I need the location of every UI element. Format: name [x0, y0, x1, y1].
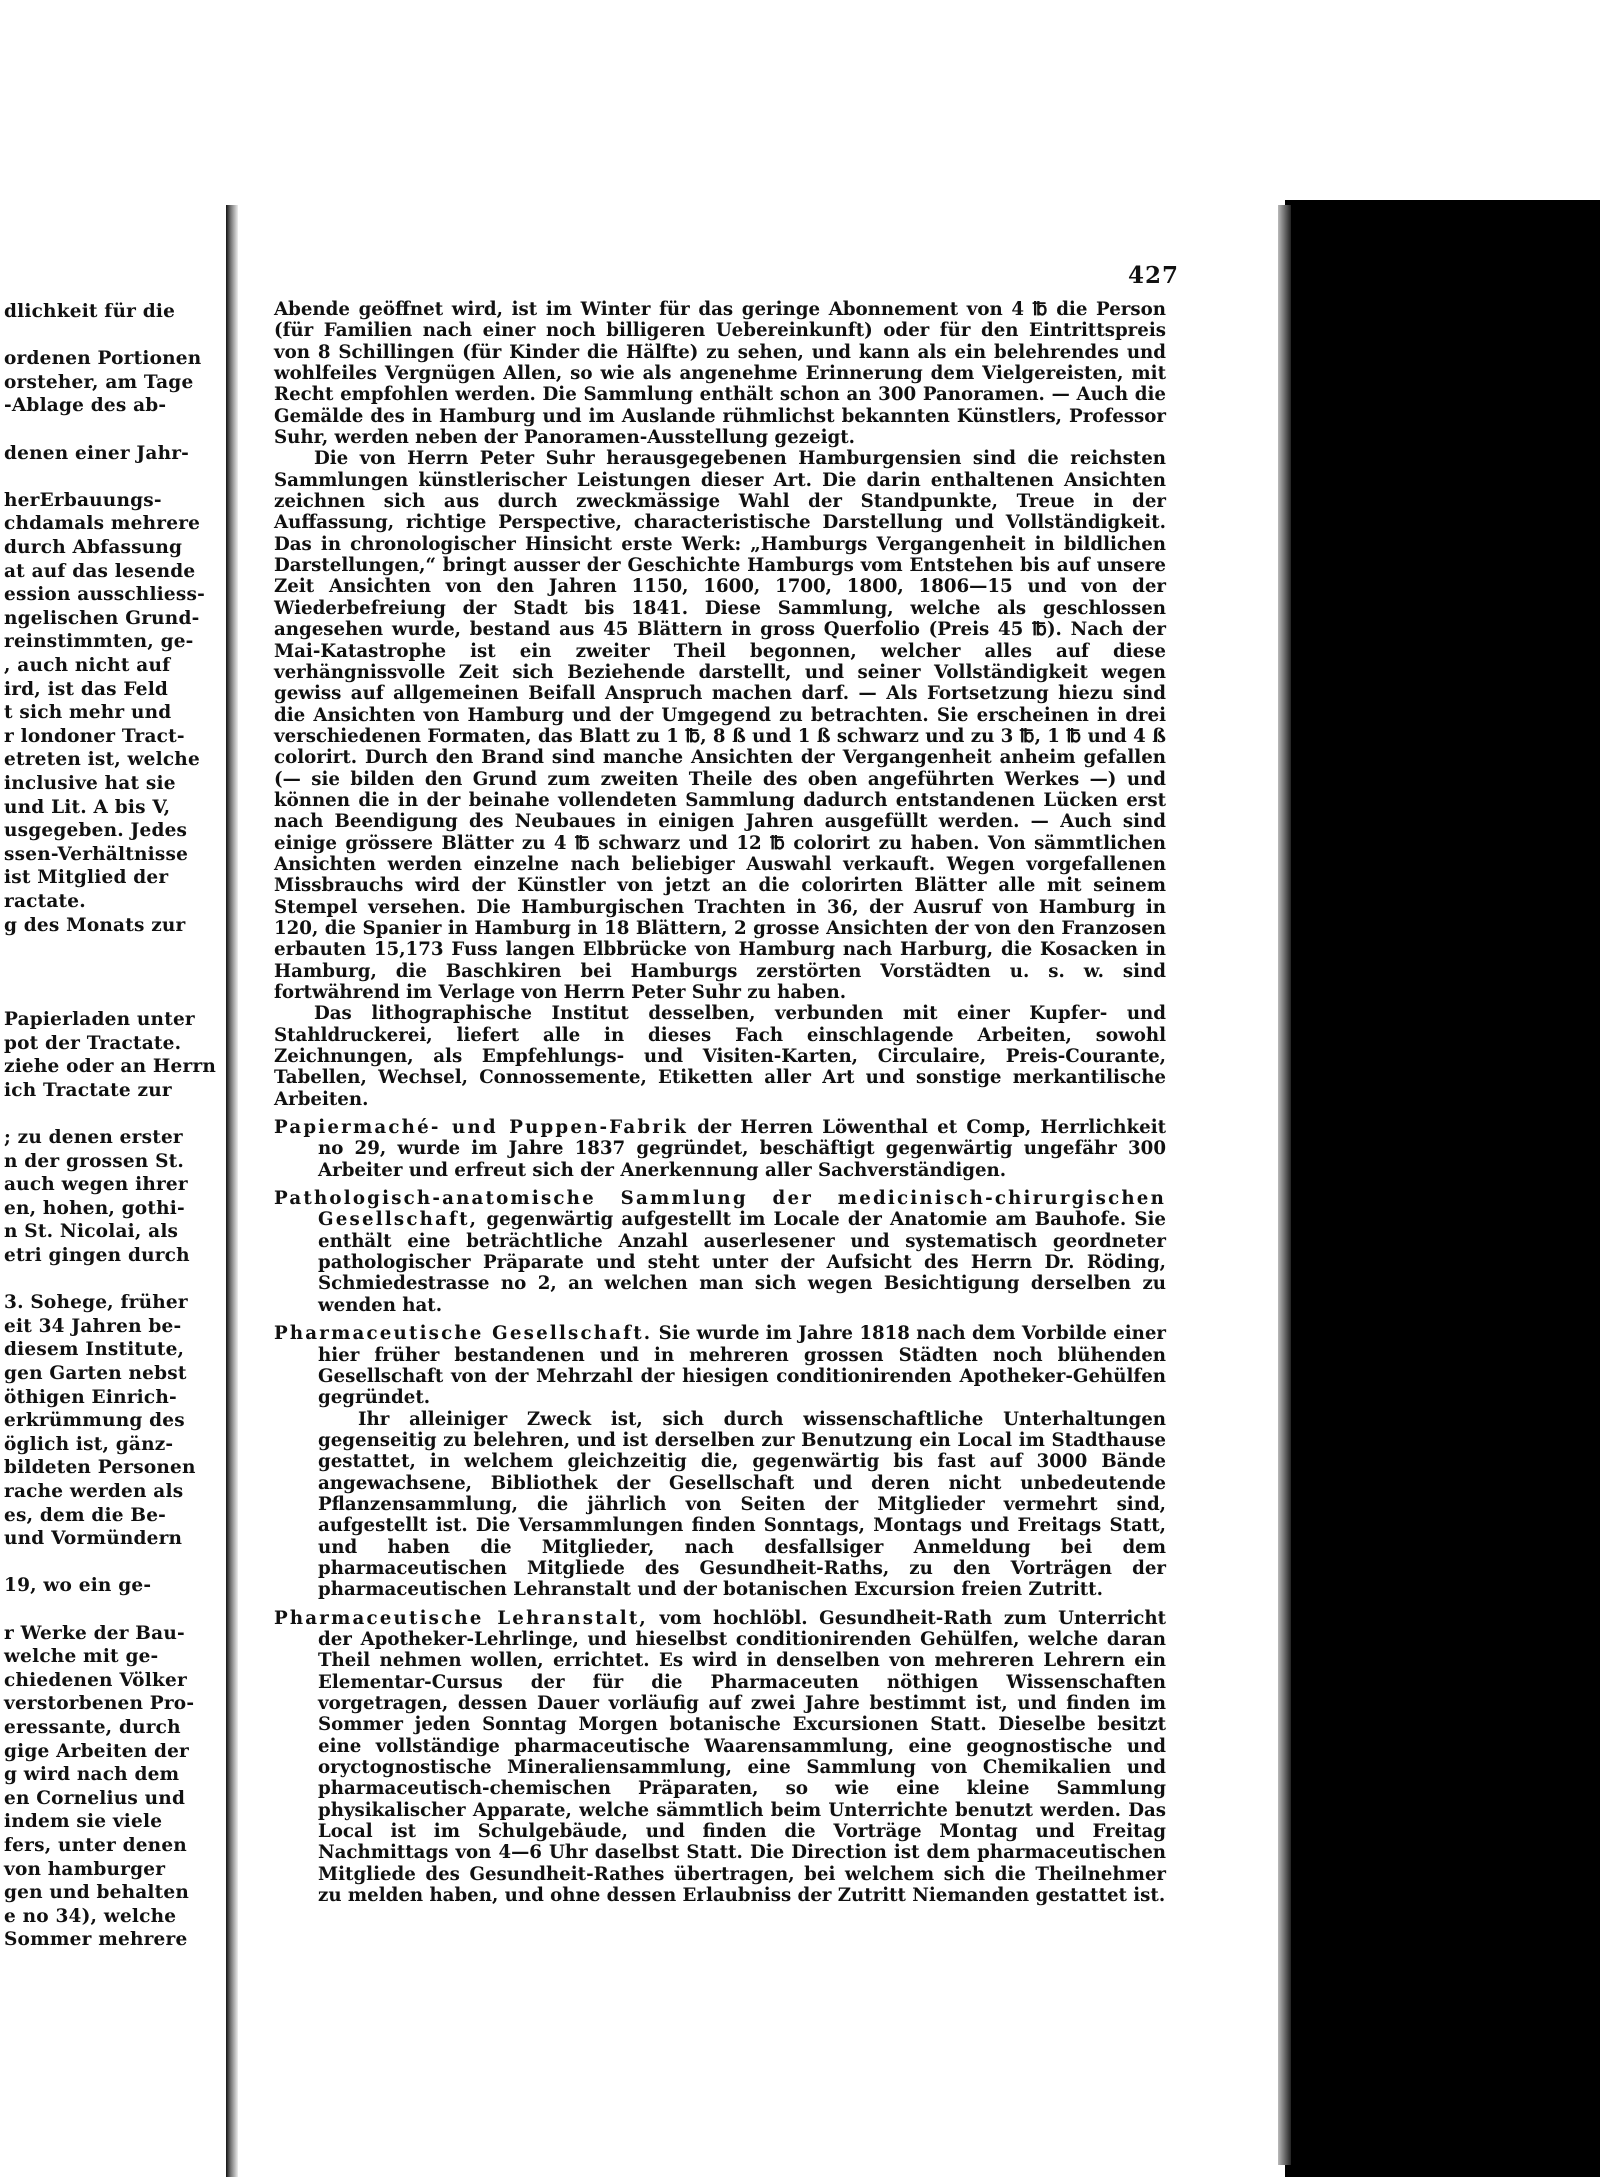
facing-page-line: inclusive hat sie	[4, 773, 176, 794]
facing-page-line: reinstimmten, ge-	[4, 631, 194, 653]
paragraph	[274, 448, 1166, 1003]
directory-entry	[274, 1323, 1166, 1408]
facing-page-line: öglich ist, gänz-	[4, 1433, 174, 1455]
facing-page-line: pot der Tractate.	[4, 1032, 182, 1054]
facing-page-line: ssen-Verhältnisse	[4, 843, 189, 865]
directory-entry	[274, 1608, 1166, 1907]
directory-entry	[274, 1117, 1166, 1181]
facing-page-line: erkrümmung des	[4, 1410, 185, 1432]
facing-page-line: t sich mehr und	[4, 702, 172, 724]
facing-page-line: und Lit. A bis V,	[4, 796, 171, 818]
entry-text: vom hochlöbl. Gesundheit-Rath zum Unterricht der Apotheker-Lehrlinge, und hieselbst conditionirenden Gehülfen, welche daran Theil nehmen wollen, errichtet. Es wird in denselben von mehreren Lehrern ein Elementar-Cursus der für die Pharmaceuten nöthigen Wissenschaften vorgetragen, dessen Dauer vorläufig auf zwei Jahre bestimmt ist, und finden im Sommer jeden Sonntag Morgen botanische Excursionen Statt. Dieselbe besitzt eine vollständige pharmaceutische Waarensammlung, eine geognostische und oryctognostische Mineraliensammlung, eine Sammlung von Chemikalien und pharmaceutisch-chemischen Präparaten, so wie eine kleine Sammlung physikalischer Apparate, welche sämmtlich beim Unterrichte benutzt werden. Das Local ist im Schulgebäude, und finden die Vorträge Montag und Freitag Nachmittags von 4—6 Uhr daselbst Statt. Die Direction ist dem pharmaceutischen Mitgliede des Gesundheit-Rathes übertragen, bei welchem sich die Theilnehmer zu melden haben, und ohne dessen Erlaubniss der Zutritt Niemanden gestattet ist.	[318, 1607, 1166, 1907]
facing-page-line: herErbauungs-	[4, 489, 162, 511]
directory-entry	[274, 1188, 1166, 1316]
facing-page-line: ist Mitglied der	[4, 867, 169, 889]
facing-page-line: dlichkeit für die	[4, 301, 176, 322]
facing-page-line: g des Monats zur	[4, 914, 186, 936]
facing-page-line: ird, ist das Feld	[4, 678, 169, 700]
facing-page-line: n St. Nicolai, als	[4, 1221, 179, 1243]
facing-page-line: Papierladen unter	[4, 1009, 195, 1030]
facing-page-line: verstorbenen Pro-	[4, 1693, 195, 1715]
facing-page-line: diesem Institute,	[4, 1339, 185, 1361]
entry-text: der Herren Löwenthal et Comp, Herrlichkeit no 29, wurde im Jahre 1837 gegründet, beschäftigt gegenwärtig ungefähr 300 Arbeiter und erfreut sich der Anerkennung aller Sachverständigen.	[318, 1117, 1166, 1181]
entry-text: Die von Herrn Peter Suhr herausgegebenen Hamburgensien sind die reichsten Sammlungen künstlerischer Leistungen dieser Art. Die darin enthaltenen Ansichten zeichnen sich aus durch zweckmässige Wahl der Standpunkte, Treue in der Auffassung, richtige Perspective, characteristische Darstellung und Vollständigkeit. Das in chronologischer Hinsicht erste Werk: „Hamburgs Vergangenheit in bildlichen Darstellungen,“ bringt ausser der Geschichte Hamburgs vom Entstehen bis auf unsere Zeit Ansichten von den Jahren 1150, 1600, 1700, 1800, 1806—15 und von der Wiederbefreiung der Stadt bis 1841. Diese Sammlung, welche als geschlossen angesehen wurde, bestand aus 45 Blättern in gross Querfolio (Preis 45 ℔). Nach der Mai-Katastrophe ist ein zweiter Theil begonnen, welcher alles auf diese verhängnissvolle Zeit sich Beziehende darstellt, und seiner Vollständigkeit wegen gewiss auf allgemeinen Beifall Anspruch machen darf. — Als Fortsetzung hiezu sind die Ansichten von Hamburg und der Umgegend zu betrachten. Sie erscheinen in drei verschiedenen Formaten, das Blatt zu 1 ℔, 8 ß und 1 ß schwarz und zu 3 ℔, 1 ℔ und 4 ß colorirt. Durch den Brand sind manche Ansichten der Vergangenheit anheim gefallen (— sie bilden den Grund zum zweiten Theile des oben angeführten Werkes —) und können die in der beinahe vollendeten Sammlung dadurch entstandenen Lücken erst nach Beendigung des Neubaues in einigen Jahren ausgefüllt werden. — Auch sind einige grössere Blätter zu 4 ℔ schwarz und 12 ℔ colorirt zu haben. Von sämmtlichen Ansichten werden einzelne nach beliebiger Auswahl verkauft. Wegen vorgefallenen Missbrauchs wird der Künstler von jetzt an die colorirten Blätter alle mit seinem Stempel versehen. Die Hamburgischen Trachten in 36, der Ausruf von Hamburg in 120, die Spanier in Hamburg in 18 Blättern, 2 grosse Ansichten der von den Franzosen erbauten 15,173 Fuss langen Elbbrücke von Hamburg nach Harburg, die Kosacken in Hamburg, die Baschkiren bei Hamburgs zerstörten Vorstädten u. s. w. sind fortwährend im Verlage von Herrn Peter Suhr zu haben.	[274, 448, 1166, 1003]
facing-page-line: öthigen Einrich-	[4, 1386, 177, 1408]
entry-text: Ihr alleiniger Zweck ist, sich durch wissenschaftliche Unterhaltungen gegenseitig zu belehren, und ist derselben zur Benutzung ein Local im Stadthause gestattet, in welchem gleichzeitig die, gegenwärtig bis fast auf 3000 Bände angewachsene, Bibliothek der Gesellschaft und deren nicht unbedeutende Pflanzensammlung, die jährlich von Seiten der Mitglieder vermehrt sind, aufgestellt ist. Die Versammlungen finden Sonntags, Montags und Freitags Statt, und haben die Mitglieder, nach desfallsiger Anmeldung bei dem pharmaceutischen Mitgliede des Gesundheit-Raths, zu den Vorträgen der pharmaceutischen Lehranstalt und der botanischen Excursion freien Zutritt.	[318, 1408, 1166, 1601]
entry-heading: Papiermaché- und Puppen-Fabrik	[274, 1117, 688, 1139]
page-number: 427	[1128, 262, 1180, 289]
facing-page-line: gige Arbeiten der	[4, 1740, 190, 1762]
facing-page-line: von hamburger	[4, 1858, 166, 1880]
facing-page-line: denen einer Jahr-	[4, 442, 190, 464]
facing-page-line: gen Garten nebst	[4, 1363, 187, 1384]
facing-page-line: ziehe oder an Herrn	[4, 1056, 217, 1078]
entry-text: gegenwärtig aufgestellt im Locale der Anatomie am Bauhofe. Sie enthält eine beträchtliche Anzahl auserlesener und systematisch geordneter pathologischer Präparate und steht unter der Aufsicht des Herrn Dr. Röding, Schmiedestrasse no 2, an welchen man sich wegen Besichtigung derselben zu wenden hat.	[318, 1209, 1166, 1316]
entry-heading: Pharmaceutische Gesellschaft.	[274, 1323, 653, 1345]
facing-page-line: en, hohen, gothi-	[4, 1197, 185, 1219]
facing-page-line: en Cornelius und	[4, 1787, 186, 1809]
entry-text: Sie wurde im Jahre 1818 nach dem Vorbilde einer hier früher bestandenen und in mehreren grossen Städten noch blühenden Gesellschaft von der Mehrzahl der hiesigen conditionirenden Apotheker-Gehülfen gegründet.	[318, 1323, 1166, 1409]
facing-page-line: ordenen Portionen	[4, 348, 202, 370]
scan-border	[1285, 200, 1600, 2177]
entry-text: Abende geöffnet wird, ist im Winter für das geringe Abonnement von 4 ℔ die Person (für Familien nach einer noch billigeren Uebereinkunft) oder für den Eintrittspreis von 8 Schillingen (für Kinder die Hälfte) zu sehen, und kann als ein belehrendes und wohlfeiles Vergnügen Allen, so wie als angenehme Erinnerung dem Vielgereisten, mit Recht empfohlen werden. Die Sammlung enthält schon an 300 Panoramen. — Auch die Gemälde des in Hamburg und im Auslande rühmlichst bekannten Künstlers, Professor Suhr, werden neben der Panoramen-Ausstellung gezeigt.	[274, 299, 1166, 449]
facing-page-line: etri gingen durch	[4, 1245, 190, 1266]
facing-page-line: gen und behalten	[4, 1882, 190, 1904]
facing-page-line: g wird nach dem	[4, 1764, 180, 1786]
facing-page-line: rache werden als	[4, 1481, 184, 1502]
facing-page-line: orsteher, am Tage	[4, 371, 194, 393]
page-body-text	[274, 299, 1166, 1906]
facing-page-line: eit 34 Jahren be-	[4, 1315, 182, 1337]
facing-page-line: ich Tractate zur	[4, 1079, 172, 1101]
entry-heading: Pharmaceutische Lehranstalt,	[274, 1607, 648, 1629]
facing-page-line: at auf das lesende	[4, 560, 196, 582]
facing-page-line: Sommer mehrere	[4, 1929, 188, 1951]
facing-page-line: ngelischen Grund-	[4, 607, 200, 629]
facing-page-line: e no 34), welche	[4, 1905, 177, 1927]
facing-page-line: eressante, durch	[4, 1717, 181, 1738]
facing-page-line: ractate.	[4, 891, 86, 912]
facing-page-line: bildeten Personen	[4, 1457, 196, 1479]
facing-page-line: 19, wo ein ge-	[4, 1575, 152, 1597]
facing-page-line: 3. Sohege, früher	[4, 1292, 188, 1314]
facing-page-line: r Werke der Bau-	[4, 1622, 185, 1644]
facing-page-line: chdamals mehrere	[4, 513, 201, 535]
facing-page-line: , auch nicht auf	[4, 655, 171, 676]
entry-text: Das lithographische Institut desselben, verbunden mit einer Kupfer- und Stahldruckerei, liefert alle in dieses Fach einschlagende Arbeiten, sowohl Zeichnungen, als Empfehlungs- und Visiten-Karten, Circulaire, Preis-Courante, Tabellen, Wechsel, Connossemente, Etiketten aller Art und sonstige merkantilische Arbeiten.	[274, 1003, 1166, 1110]
facing-page-line: es, dem die Be-	[4, 1504, 167, 1526]
facing-page-line: fers, unter denen	[4, 1835, 187, 1856]
paragraph	[274, 299, 1166, 448]
book-gutter	[226, 205, 238, 2177]
paragraph	[274, 1409, 1166, 1601]
facing-page-line: usgegeben. Jedes	[4, 820, 188, 842]
facing-page-line: indem sie viele	[4, 1811, 163, 1833]
facing-page-line: ession ausschliess-	[4, 584, 205, 606]
paragraph	[274, 1003, 1166, 1110]
facing-page-line: etreten ist, welche	[4, 749, 200, 771]
facing-page-line: welche mit ge-	[4, 1646, 159, 1668]
entry-heading: Pathologisch-anatomische Sammlung der medicinisch-chirurgischen Gesellschaft,	[274, 1188, 1166, 1231]
facing-page-line: durch Abfassung	[4, 537, 183, 558]
facing-page-line: ; zu denen erster	[4, 1127, 183, 1148]
facing-page-line: r londoner Tract-	[4, 725, 185, 747]
facing-page-line: chiedenen Völker	[4, 1669, 187, 1691]
facing-page-line: n der grossen St.	[4, 1150, 185, 1172]
facing-page-line: auch wegen ihrer	[4, 1174, 188, 1196]
facing-page-fragment	[0, 205, 229, 2177]
facing-page-line: und Vormündern	[4, 1528, 183, 1550]
facing-page-line: -Ablage des ab-	[4, 395, 167, 417]
